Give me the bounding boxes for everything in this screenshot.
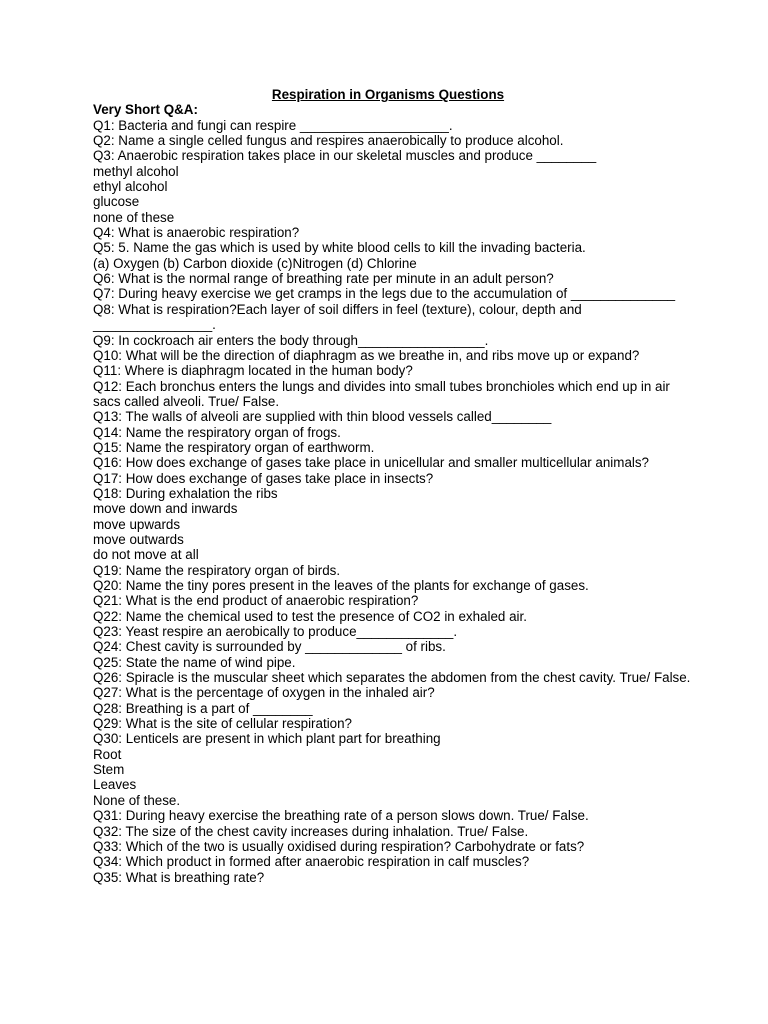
document-line: Q3: Anaerobic respiration takes place in our skeletal muscles and produce ________ bbox=[93, 148, 597, 164]
section-heading: Very Short Q&A: bbox=[93, 102, 198, 118]
document-line: Stem bbox=[93, 762, 125, 778]
document-line: Q30: Lenticels are present in which plant part for breathing bbox=[93, 731, 441, 747]
document-line: Q32: The size of the chest cavity increases during inhalation. True/ False. bbox=[93, 823, 529, 839]
document-line: Q21: What is the end product of anaerobic respiration? bbox=[93, 593, 419, 609]
document-line: move outwards bbox=[93, 531, 184, 547]
document-line: methyl alcohol bbox=[93, 163, 179, 179]
document-line: Q27: What is the percentage of oxygen in the inhaled air? bbox=[93, 685, 435, 701]
document-line: Q19: Name the respiratory organ of birds. bbox=[93, 562, 341, 578]
document-line: Q26: Spiracle is the muscular sheet which separates the abdomen from the chest cavity. True/ False. bbox=[93, 670, 691, 686]
document-line: Q31: During heavy exercise the breathing rate of a person slows down. True/ False. bbox=[93, 808, 589, 824]
document-line: Q1: Bacteria and fungi can respire ____________________. bbox=[93, 117, 453, 133]
document-line: move upwards bbox=[93, 516, 181, 532]
document-line: Q25: State the name of wind pipe. bbox=[93, 654, 296, 670]
document-line: Q5: 5. Name the gas which is used by white blood cells to kill the invading bacteria. bbox=[93, 240, 586, 256]
document-line: Q23: Yeast respire an aerobically to produce_____________. bbox=[93, 624, 458, 640]
document-line: Q33: Which of the two is usually oxidised during respiration? Carbohydrate or fats? bbox=[93, 838, 585, 854]
document-line: Root bbox=[93, 746, 122, 762]
document-line: Q10: What will be the direction of diaphragm as we breathe in, and ribs move up or expand? bbox=[93, 347, 640, 363]
document-line: Q17: How does exchange of gases take place in insects? bbox=[93, 470, 434, 486]
document-line: Q6: What is the normal range of breathing rate per minute in an adult person? bbox=[93, 271, 554, 287]
document-line: ethyl alcohol bbox=[93, 179, 168, 195]
document-line: Q28: Breathing is a part of ________ bbox=[93, 700, 313, 716]
document-line: Q24: Chest cavity is surrounded by _____________ of ribs. bbox=[93, 639, 446, 655]
document-title: Respiration in Organisms Questions bbox=[271, 87, 505, 102]
document-line: Q12: Each bronchus enters the lungs and divides into small tubes bronchioles which end up in air sacs called alveoli. True/ False. bbox=[93, 378, 670, 409]
document-line: Q34: Which product in formed after anaerobic respiration in calf muscles? bbox=[93, 854, 530, 870]
document-page bbox=[93, 87, 693, 885]
document-line: Q4: What is anaerobic respiration? bbox=[93, 225, 300, 241]
document-line: Q35: What is breathing rate? bbox=[93, 869, 265, 885]
document-line: Q8: What is respiration?Each layer of soil differs in feel (texture), colour, depth and ________________. bbox=[93, 301, 582, 333]
document-line: Q29: What is the site of cellular respiration? bbox=[93, 716, 353, 732]
document-line: Q2: Name a single celled fungus and respires anaerobically to produce alcohol. bbox=[93, 133, 564, 149]
document-line: Q18: During exhalation the ribs bbox=[93, 485, 278, 501]
document-line: (a) Oxygen (b) Carbon dioxide (c)Nitrogen (d) Chlorine bbox=[93, 255, 417, 271]
document-line: Q14: Name the respiratory organ of frogs. bbox=[93, 424, 341, 440]
document-line: glucose bbox=[93, 194, 140, 210]
document-line: do not move at all bbox=[93, 547, 199, 563]
document-line: Q15: Name the respiratory organ of earthworm. bbox=[93, 439, 375, 455]
document-line: Q13: The walls of alveoli are supplied with thin blood vessels called________ bbox=[93, 409, 552, 425]
document-line: none of these bbox=[93, 209, 175, 225]
question-list bbox=[93, 118, 693, 885]
document-line: Q16: How does exchange of gases take place in unicellular and smaller multicellular animals? bbox=[93, 455, 650, 471]
document-line: Q11: Where is diaphragm located in the human body? bbox=[93, 363, 413, 379]
document-line: Q20: Name the tiny pores present in the leaves of the plants for exchange of gases. bbox=[93, 578, 589, 593]
document-line: Q9: In cockroach air enters the body through_________________. bbox=[93, 332, 489, 348]
document-line: Q22: Name the chemical used to test the presence of CO2 in exhaled air. bbox=[93, 608, 527, 624]
document-line: move down and inwards bbox=[93, 501, 238, 517]
document-line: Leaves bbox=[93, 777, 137, 793]
document-line: Q7: During heavy exercise we get cramps in the legs due to the accumulation of ______________ bbox=[93, 286, 676, 302]
document-line: None of these. bbox=[93, 792, 181, 808]
